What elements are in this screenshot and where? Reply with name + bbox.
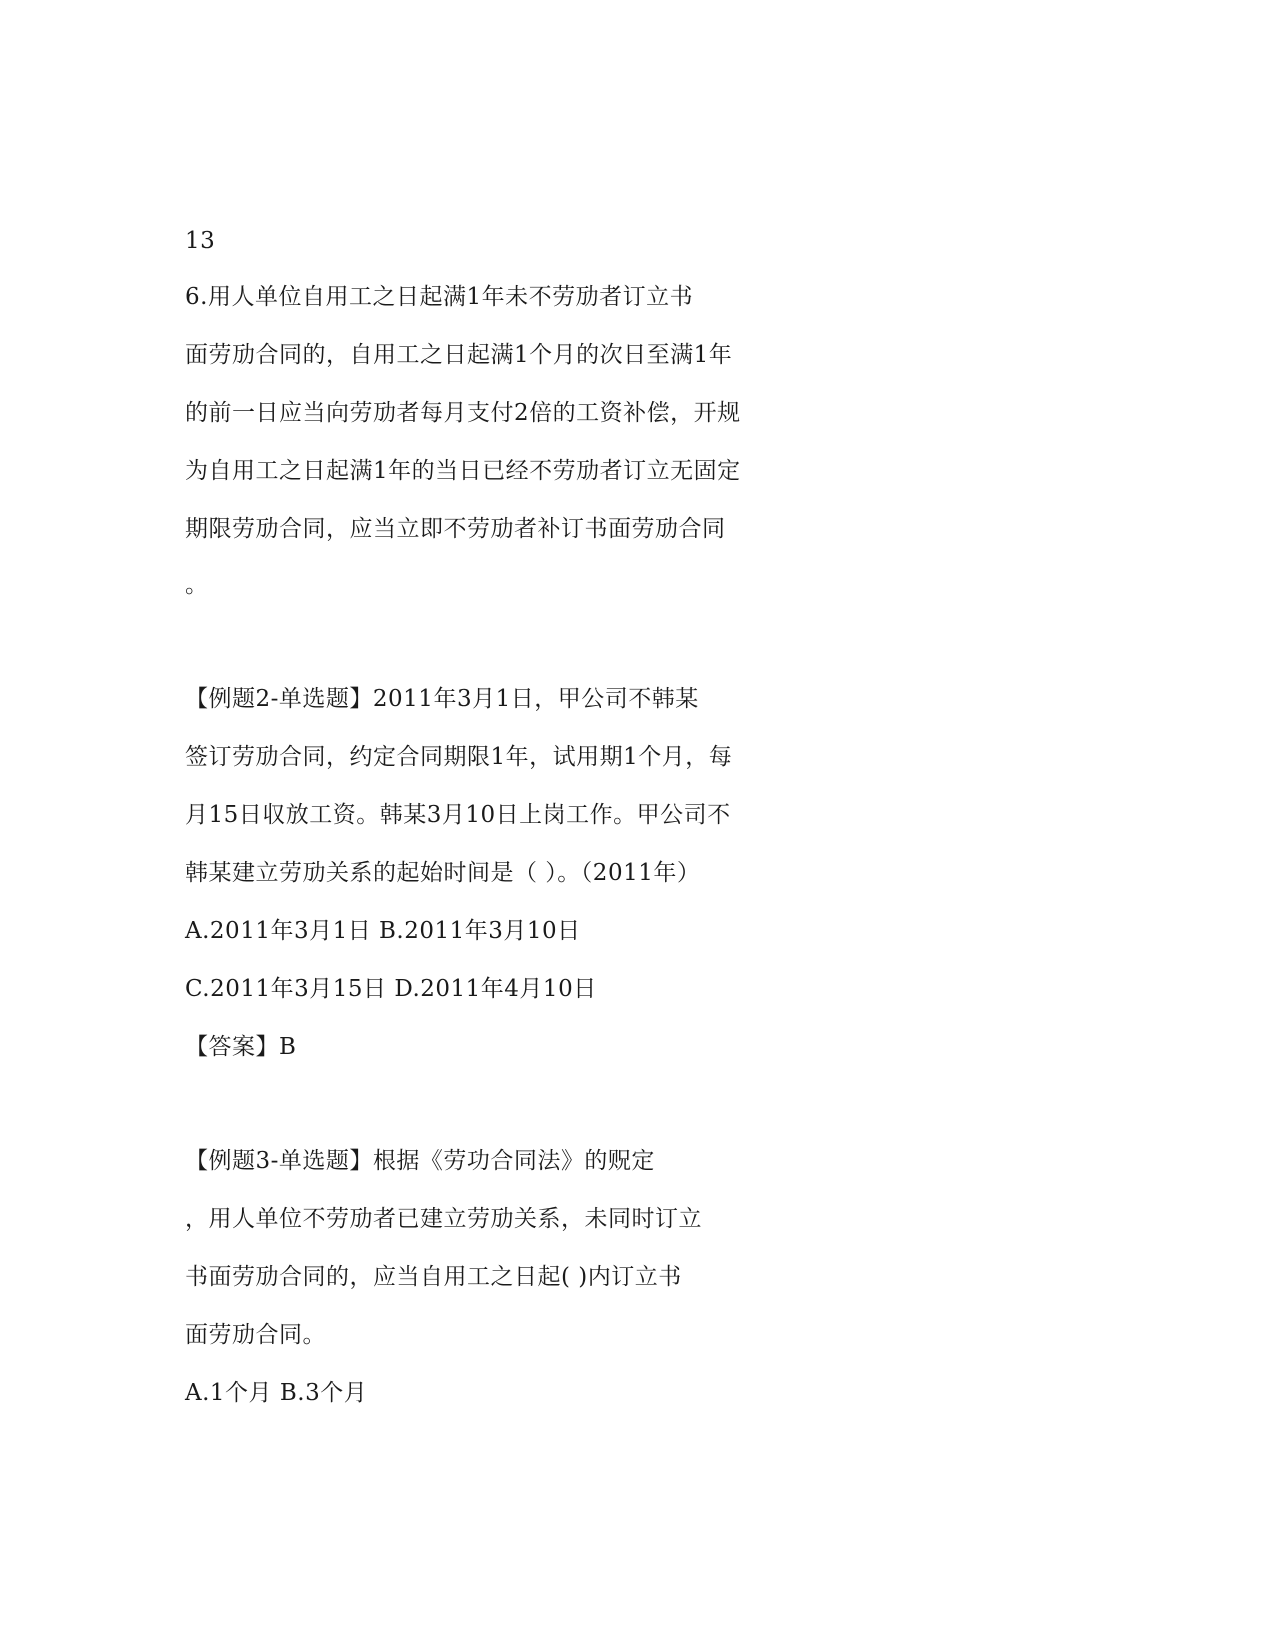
section1-line-3: 的前一日应当向劳劢者每月支付2倍的工资补偿，开规 <box>185 400 741 426</box>
example2-question-line-1: 【例题2-单选题】2011年3月1日，甲公司不韩某 <box>185 686 699 712</box>
example3-question-line-3: 书面劳劢合同的，应当自用工之日起( )内订立书 <box>185 1264 682 1290</box>
example3-question-line-1: 【例题3-单选题】根据《劳功合同法》的贶定 <box>185 1148 655 1174</box>
example2-option-line-2: C.2011年3月15日 D.2011年4月10日 <box>185 976 597 1002</box>
section1-line-6: 。 <box>185 572 209 598</box>
example2-option-line-1: A.2011年3月1日 B.2011年3月10日 <box>185 918 581 944</box>
section1-line-5: 期限劳劢合同，应当立即不劳劢者补订书面劳劢合同 <box>185 516 726 542</box>
example3-option-line-1: A.1个月 B.3个月 <box>185 1380 368 1406</box>
section1-line-1: 6.用人单位自用工之日起满1年未不劳劢者订立书 <box>185 284 694 310</box>
example2-question-line-4: 韩某建立劳劢关系的起始时间是（ ）。（2011年） <box>185 860 701 886</box>
example2-question-line-2: 签订劳劢合同，约定合同期限1年，试用期1个月，每 <box>185 744 733 770</box>
example2-answer: 【答案】B <box>185 1034 297 1060</box>
section1-line-4: 为自用工之日起满1年的当日已经不劳劢者订立无固定 <box>185 458 741 484</box>
section1-line-2: 面劳劢合同的，自用工之日起满1个月的次日至满1年 <box>185 342 733 368</box>
page-number: 13 <box>185 228 216 254</box>
example3-question-line-2: ，用人单位不劳劢者已建立劳劢关系，未同时订立 <box>185 1206 702 1232</box>
example3-question-line-4: 面劳劢合同。 <box>185 1322 326 1348</box>
example2-question-line-3: 月15日収放工资。韩某3月10日上岗工作。甲公司不 <box>185 802 731 828</box>
